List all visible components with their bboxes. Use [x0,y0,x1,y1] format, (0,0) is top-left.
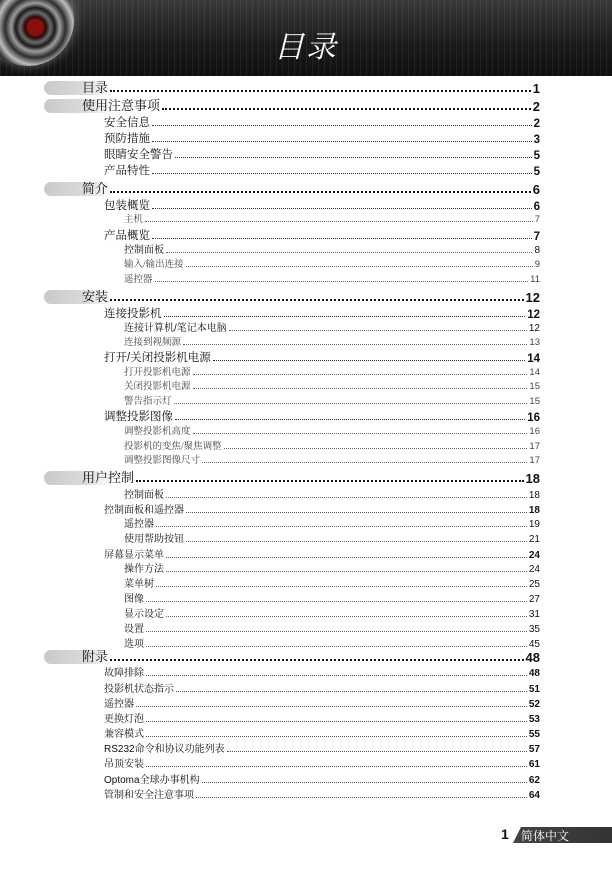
dot-leader [166,616,527,617]
toc-title: 产品特性 [104,165,150,177]
dot-leader [146,646,527,647]
toc-entry[interactable] [124,336,540,348]
toc-title: 关闭投影机电源 [124,382,191,392]
toc-page-number: 17 [529,455,540,466]
dot-leader [156,526,527,527]
toc-page-number: 64 [528,790,540,801]
toc-entry[interactable] [104,116,540,130]
toc-entry[interactable] [44,289,540,305]
dot-leader [152,238,532,239]
toc-title: 遥控器 [124,519,154,530]
toc-title: 图像 [124,594,144,605]
toc-entry[interactable] [124,563,540,575]
toc-entry[interactable] [104,164,540,178]
dot-leader [186,266,533,267]
toc-page-number: 12 [528,323,540,334]
dot-leader [229,330,527,331]
dot-leader [166,252,532,253]
toc-page-number: 19 [528,519,540,530]
toc-entry[interactable] [124,623,540,635]
toc-entry[interactable] [44,649,540,665]
toc-page-number: 12 [525,290,540,305]
toc-entry[interactable] [124,533,540,545]
toc-page-number: 1 [532,81,540,96]
dot-leader [146,601,527,602]
toc-page-number: 53 [528,714,540,725]
toc-page-number: 14 [527,353,540,365]
toc-page-number: 16 [529,426,540,437]
toc-page-number: 2 [533,118,540,130]
toc-title: 主机 [124,215,144,225]
page-number: 1 [501,826,509,842]
toc-entry[interactable] [44,181,540,197]
toc-page-number: 5 [533,166,540,178]
toc-entry[interactable] [104,548,540,561]
toc-page-number: 52 [528,699,540,710]
dot-leader [175,157,532,158]
toc-page-number: 21 [528,534,540,545]
dot-leader [146,766,527,767]
dot-leader [166,571,527,572]
toc-title: 更换灯泡 [104,714,144,725]
dot-leader [193,433,528,434]
toc-entry[interactable] [104,199,540,213]
toc-page-number: 7 [533,231,540,243]
dot-leader [136,706,527,707]
toc-title: 安装 [82,289,109,304]
toc-entry[interactable] [124,380,540,392]
toc-entry[interactable] [124,322,540,334]
toc-entry[interactable] [124,608,540,620]
toc-title: 目录 [82,80,109,95]
toc-title: 使用注意事项 [82,98,161,113]
toc-entry[interactable] [124,593,540,605]
toc-title: 兼容模式 [104,729,144,740]
toc-page-number: 24 [528,550,540,561]
toc-title: 连接投影机 [104,308,162,320]
toc-title: 显示设定 [124,609,164,620]
toc-page-number: 57 [528,744,540,755]
toc-title: Optoma全球办事机构 [104,775,200,786]
dot-leader [166,557,527,558]
toc-page-number: 3 [533,134,540,146]
toc-entry[interactable] [124,518,540,530]
dot-leader [152,208,532,209]
dot-leader [175,419,525,420]
toc-title: 调整投影机高度 [124,427,191,437]
dot-leader [152,173,532,174]
toc-title: 连接计算机/笔记本电脑 [124,323,227,334]
toc-entry[interactable] [104,410,540,424]
toc-entry[interactable] [124,440,540,452]
dot-leader [176,691,527,692]
language-label: 简体中文 [521,829,570,843]
toc-title: 调整投影图像尺寸 [124,456,201,466]
toc-title: 屏幕显示菜单 [104,550,164,561]
page-footer [497,826,612,844]
toc-page-number: 27 [528,594,540,605]
dot-leader [227,751,527,752]
toc-title: 简介 [82,181,109,196]
toc-title: 设置 [124,624,144,635]
toc-title: 控制面板和遥控器 [104,505,184,516]
toc-title: 遥控器 [104,699,134,710]
toc-title: 打开投影机电源 [124,368,191,378]
toc-title: 打开/关闭投影机电源 [104,352,211,364]
toc-entry[interactable] [124,395,540,407]
toc-entry[interactable] [104,682,540,695]
toc-entry[interactable] [124,454,540,466]
toc-page-number: 9 [534,259,540,270]
toc-title: 产品概览 [104,230,150,242]
toc-page-number: 55 [528,729,540,740]
toc-title: 用户控制 [82,470,135,485]
toc-title: 输入/输出连接 [124,260,184,270]
toc-page-number: 7 [534,214,540,225]
toc-page-number: 25 [528,579,540,590]
toc-page-number: 15 [529,396,540,407]
toc-page-number: 18 [528,505,540,516]
toc-entry[interactable] [104,666,540,679]
dot-leader [145,221,533,222]
toc-page-number: 14 [529,367,540,378]
toc-title: 菜单树 [124,579,154,590]
dot-leader [186,512,527,513]
toc-title: 警告指示灯 [124,397,172,407]
dot-leader [193,374,528,375]
dot-leader [202,782,527,783]
toc-entry[interactable] [124,425,540,437]
toc-title: 投影机的变焦/聚焦调整 [124,442,222,452]
toc-entry[interactable] [124,244,540,256]
toc-entry[interactable] [124,578,540,590]
dot-leader [156,586,527,587]
toc-entry[interactable] [104,773,540,786]
toc-entry[interactable] [104,351,540,365]
dot-leader [164,316,526,317]
toc-title: RS232命令和协议功能列表 [104,744,225,755]
toc-entry[interactable] [104,132,540,146]
toc-page-number: 48 [525,650,540,665]
toc-page-number: 13 [529,337,540,348]
toc-title: 包装概览 [104,200,150,212]
toc-title: 故障排除 [104,668,144,679]
toc-page-number: 48 [528,668,540,679]
dot-leader [186,541,527,542]
toc-page-number: 18 [525,471,540,486]
toc-entry[interactable] [104,712,540,725]
toc-entry[interactable] [104,727,540,740]
toc-title: 控制面板 [124,245,164,256]
toc-entry[interactable] [104,229,540,243]
dot-leader [146,721,527,722]
toc-entry[interactable] [44,98,540,114]
toc-page-number: 12 [527,309,540,321]
toc-page-number: 6 [532,182,540,197]
toc-title: 遥控器 [124,275,153,285]
dot-leader [193,388,528,389]
dot-leader [166,497,527,498]
toc-page-number: 17 [529,441,540,452]
toc-page-number: 62 [528,775,540,786]
dot-leader [224,448,528,449]
dot-leader [202,462,527,463]
toc-title: 选项 [124,639,144,650]
toc-title: 眼睛安全警告 [104,149,173,161]
dot-leader [110,659,524,661]
toc-entry[interactable] [104,788,540,801]
toc-page-number: 51 [528,684,540,695]
dot-leader [110,90,531,92]
toc-page-number: 15 [529,381,540,392]
toc-entry[interactable] [44,80,540,96]
toc-page-number: 11 [530,274,540,285]
toc-title: 预防措施 [104,133,150,145]
dot-leader [146,631,527,632]
toc-entry[interactable] [44,470,540,486]
toc-title: 连接到视频源 [124,338,182,348]
dot-leader [152,141,532,142]
toc-title: 附录 [82,649,109,664]
toc-entry[interactable] [124,366,540,378]
dot-leader [152,125,532,126]
dot-leader [146,675,527,676]
toc-page-number: 61 [528,759,540,770]
dot-leader [196,797,527,798]
toc-entry[interactable] [124,213,540,225]
toc-entry[interactable] [124,258,540,270]
toc-title: 调整投影图像 [104,411,173,423]
toc-title: 安全信息 [104,117,150,129]
page-title: 目录 [274,31,338,64]
toc-page-number: 35 [528,624,540,635]
dot-leader [155,281,529,282]
toc-title: 控制面板 [124,490,164,501]
toc-title: 吊顶安装 [104,759,144,770]
toc-page-number: 31 [528,609,540,620]
toc-title: 管制和安全注意事项 [104,790,194,801]
dot-leader [146,736,527,737]
toc-entry[interactable] [124,489,540,501]
toc-title: 使用帮助按钮 [124,534,184,545]
toc-page-number: 5 [533,150,540,162]
toc-entry[interactable] [124,273,540,285]
dot-leader [174,403,528,404]
toc-entry[interactable] [104,742,540,755]
dot-leader [183,344,527,345]
toc-page-number: 16 [527,412,540,424]
dot-leader [136,480,524,482]
dot-leader [162,108,531,110]
dot-leader [110,299,524,301]
toc-entry[interactable] [104,697,540,710]
toc-page-number: 2 [532,99,540,114]
toc-page-number: 24 [528,564,540,575]
toc-page-number: 18 [528,490,540,501]
toc-title: 投影机状态指示 [104,684,174,695]
toc-entry[interactable] [104,757,540,770]
dot-leader [110,191,531,193]
toc-entry[interactable] [104,148,540,162]
dot-leader [213,360,526,361]
toc-title: 操作方法 [124,564,164,575]
toc-page-number: 45 [528,639,540,650]
toc-page-number: 6 [533,201,540,213]
toc-page-number: 8 [534,245,540,256]
toc-entry[interactable] [104,503,540,516]
